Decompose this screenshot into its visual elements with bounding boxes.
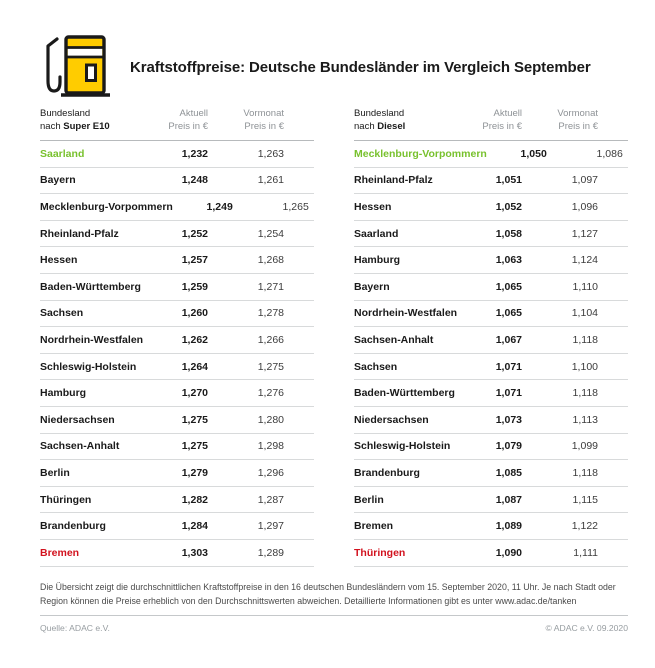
state-name-cell: Rheinland-Pfalz xyxy=(40,227,119,240)
vormonat-price-cell: 1,261 xyxy=(257,174,284,187)
aktuell-price-cell: 1,050 xyxy=(520,147,547,160)
state-name-cell: Niedersachsen xyxy=(40,413,115,426)
state-name-cell: Schleswig-Holstein xyxy=(354,440,451,453)
table-row xyxy=(40,327,314,354)
state-name-cell: Hamburg xyxy=(354,254,401,267)
state-name-cell: Mecklenburg-Vorpommern xyxy=(40,201,173,214)
vormonat-price-cell: 1,278 xyxy=(257,307,284,320)
state-name-cell: Saarland xyxy=(354,227,399,240)
aktuell-price-cell: 1,260 xyxy=(181,307,208,320)
aktuell-price-cell: 1,071 xyxy=(495,360,522,373)
table-row xyxy=(354,221,628,248)
aktuell-price-cell: 1,232 xyxy=(181,147,208,160)
aktuell-price-cell: 1,270 xyxy=(181,387,208,400)
state-name-cell: Brandenburg xyxy=(354,466,420,479)
diesel-table-body xyxy=(354,141,628,567)
vormonat-price-cell: 1,118 xyxy=(572,466,598,479)
aktuell-price-cell: 1,303 xyxy=(181,546,208,559)
state-name-cell: Baden-Württemberg xyxy=(40,280,141,293)
table-row xyxy=(40,460,314,487)
column-header-aktuell: Aktuell Preis in € xyxy=(168,108,208,132)
table-row xyxy=(354,141,628,168)
vormonat-price-cell: 1,111 xyxy=(573,546,598,559)
vormonat-price-cell: 1,265 xyxy=(282,201,309,214)
state-name-cell: Saarland xyxy=(40,147,85,160)
table-row xyxy=(354,354,628,381)
state-name-cell: Sachsen xyxy=(40,307,84,320)
table-row xyxy=(40,141,314,168)
state-name-cell: Brandenburg xyxy=(40,520,106,533)
vormonat-price-cell: 1,289 xyxy=(257,546,284,559)
table-row xyxy=(354,301,628,328)
aktuell-price-cell: 1,249 xyxy=(206,201,233,214)
state-name-cell: Nordrhein-Westfalen xyxy=(40,334,144,347)
state-name-cell: Bayern xyxy=(40,174,76,187)
vormonat-price-cell: 1,280 xyxy=(257,413,284,426)
table-row xyxy=(354,460,628,487)
table-row xyxy=(40,354,314,381)
vormonat-price-cell: 1,086 xyxy=(596,147,623,160)
table-row xyxy=(354,487,628,514)
state-name-cell: Thüringen xyxy=(354,546,406,559)
vormonat-price-cell: 1,099 xyxy=(571,440,598,453)
aktuell-price-cell: 1,067 xyxy=(495,334,522,347)
column-header-fuel-prefix: nach xyxy=(354,120,375,132)
table-row xyxy=(40,168,314,195)
page-title: Kraftstoffpreise: Deutsche Bundesländer im Vergleich September xyxy=(130,58,591,76)
table-row xyxy=(40,274,314,301)
aktuell-price-cell: 1,264 xyxy=(181,360,208,373)
aktuell-price-cell: 1,275 xyxy=(181,440,208,453)
table-row xyxy=(40,194,314,221)
super-e10-table-header xyxy=(40,108,314,141)
state-name-cell: Hamburg xyxy=(40,387,87,400)
state-name-cell: Bremen xyxy=(40,546,80,559)
vormonat-price-cell: 1,296 xyxy=(257,466,284,479)
table-row xyxy=(354,168,628,195)
table-row xyxy=(354,194,628,221)
column-header-vormonat: Vormonat Preis in € xyxy=(557,108,598,132)
table-row xyxy=(354,380,628,407)
source-label: Quelle: ADAC e.V. xyxy=(40,623,110,634)
state-name-cell: Mecklenburg-Vorpommern xyxy=(354,147,487,160)
vormonat-price-cell: 1,097 xyxy=(571,174,598,187)
table-row xyxy=(354,434,628,461)
table-row xyxy=(40,434,314,461)
vormonat-price-cell: 1,275 xyxy=(257,360,284,373)
state-name-cell: Sachsen-Anhalt xyxy=(354,334,434,347)
vormonat-price-cell: 1,122 xyxy=(571,520,598,533)
vormonat-price-cell: 1,127 xyxy=(571,227,598,240)
aktuell-price-cell: 1,282 xyxy=(181,493,208,506)
aktuell-price-cell: 1,079 xyxy=(495,440,522,453)
vormonat-price-cell: 1,263 xyxy=(257,147,284,160)
table-row xyxy=(40,540,314,567)
column-header-bundesland xyxy=(40,108,148,133)
column-header-bundesland-line1: Bundesland xyxy=(354,108,405,119)
vormonat-price-cell: 1,297 xyxy=(257,520,284,533)
table-row xyxy=(354,540,628,567)
table-row xyxy=(40,513,314,540)
state-name-cell: Schleswig-Holstein xyxy=(40,360,137,373)
credits-bar xyxy=(40,615,628,633)
column-header-bundesland xyxy=(354,108,462,133)
aktuell-price-cell: 1,284 xyxy=(181,520,208,533)
table-row xyxy=(354,407,628,434)
vormonat-price-cell: 1,271 xyxy=(257,280,284,293)
state-name-cell: Bayern xyxy=(354,280,390,293)
vormonat-price-cell: 1,100 xyxy=(571,360,598,373)
vormonat-price-cell: 1,266 xyxy=(257,334,284,347)
table-row xyxy=(354,247,628,274)
table-row xyxy=(40,380,314,407)
aktuell-price-cell: 1,248 xyxy=(181,174,208,187)
table-row xyxy=(354,274,628,301)
vormonat-price-cell: 1,096 xyxy=(571,201,598,214)
state-name-cell: Berlin xyxy=(354,493,384,506)
state-name-cell: Hessen xyxy=(40,254,78,267)
state-name-cell: Nordrhein-Westfalen xyxy=(354,307,458,320)
copyright-label: © ADAC e.V. 09.2020 xyxy=(545,623,628,634)
vormonat-price-cell: 1,113 xyxy=(572,413,598,426)
table-row xyxy=(40,221,314,248)
table-row xyxy=(40,487,314,514)
vormonat-price-cell: 1,118 xyxy=(572,387,598,400)
aktuell-price-cell: 1,058 xyxy=(495,227,522,240)
column-header-fuel-prefix: nach xyxy=(40,120,61,132)
tables-area xyxy=(40,108,628,567)
aktuell-price-cell: 1,063 xyxy=(495,254,522,267)
aktuell-price-cell: 1,252 xyxy=(181,227,208,240)
state-name-cell: Hessen xyxy=(354,201,392,214)
aktuell-price-cell: 1,065 xyxy=(495,280,522,293)
table-row xyxy=(354,327,628,354)
aktuell-price-cell: 1,085 xyxy=(495,466,522,479)
aktuell-price-cell: 1,090 xyxy=(495,546,522,559)
table-row xyxy=(40,301,314,328)
diesel-table-header xyxy=(354,108,628,141)
vormonat-price-cell: 1,110 xyxy=(572,280,598,293)
column-header-aktuell: Aktuell Preis in € xyxy=(482,108,522,132)
vormonat-price-cell: 1,254 xyxy=(257,227,284,240)
vormonat-price-cell: 1,118 xyxy=(572,334,598,347)
vormonat-price-cell: 1,287 xyxy=(257,493,284,506)
table-row xyxy=(40,407,314,434)
state-name-cell: Sachsen xyxy=(354,360,398,373)
state-name-cell: Berlin xyxy=(40,466,70,479)
table-row xyxy=(354,513,628,540)
vormonat-price-cell: 1,276 xyxy=(257,387,284,400)
state-name-cell: Rheinland-Pfalz xyxy=(354,174,433,187)
aktuell-price-cell: 1,073 xyxy=(495,413,522,426)
vormonat-price-cell: 1,268 xyxy=(257,254,284,267)
state-name-cell: Niedersachsen xyxy=(354,413,429,426)
state-name-cell: Sachsen-Anhalt xyxy=(40,440,120,453)
column-header-fuel-name: Super E10 xyxy=(63,120,110,132)
aktuell-price-cell: 1,071 xyxy=(495,387,522,400)
column-header-bundesland-line1: Bundesland xyxy=(40,108,91,119)
aktuell-price-cell: 1,275 xyxy=(181,413,208,426)
aktuell-price-cell: 1,257 xyxy=(181,254,208,267)
aktuell-price-cell: 1,087 xyxy=(495,493,522,506)
diesel-table xyxy=(354,108,628,567)
super-e10-table xyxy=(40,108,314,567)
column-header-fuel-name: Diesel xyxy=(377,120,406,132)
aktuell-price-cell: 1,259 xyxy=(181,280,208,293)
aktuell-price-cell: 1,279 xyxy=(181,466,208,479)
vormonat-price-cell: 1,104 xyxy=(571,307,598,320)
aktuell-price-cell: 1,051 xyxy=(495,174,522,187)
aktuell-price-cell: 1,052 xyxy=(495,201,522,214)
header xyxy=(40,34,628,100)
state-name-cell: Bremen xyxy=(354,520,394,533)
aktuell-price-cell: 1,065 xyxy=(495,307,522,320)
vormonat-price-cell: 1,115 xyxy=(572,493,598,506)
vormonat-price-cell: 1,298 xyxy=(257,440,284,453)
super-e10-table-body xyxy=(40,141,314,567)
state-name-cell: Baden-Württemberg xyxy=(354,387,455,400)
footnote: Die Übersicht zeigt die durchschnittlichen Kraftstoffpreise in den 16 deutschen Bundesländern vom 15. September 2020, 11 Uhr. Je nach Stadt oder Region können die Preise erheblich von den Durchschnittswerten abweichen. Detaillierte Informationen gibt es unter www.adac.de/tanken xyxy=(40,581,616,606)
aktuell-price-cell: 1,262 xyxy=(181,334,208,347)
vormonat-price-cell: 1,124 xyxy=(571,254,598,267)
table-row xyxy=(40,247,314,274)
aktuell-price-cell: 1,089 xyxy=(495,520,522,533)
column-header-vormonat: Vormonat Preis in € xyxy=(243,108,284,132)
state-name-cell: Thüringen xyxy=(40,493,92,506)
fuel-pump-icon xyxy=(40,34,114,100)
